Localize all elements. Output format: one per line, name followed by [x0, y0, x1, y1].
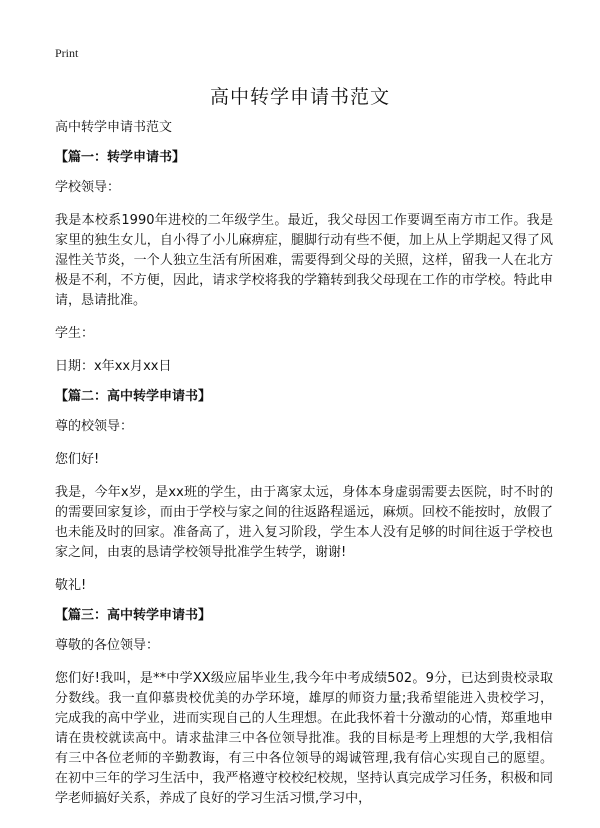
section-1-signoff: 学生： [55, 326, 95, 341]
section-2-salutation: 尊的校领导： [55, 419, 134, 434]
section-3-heading: 【篇三：高中转学申请书】 [55, 608, 212, 623]
document-subtitle: 高中转学申请书范文 [55, 120, 173, 135]
document-title: 高中转学申请书范文 [209, 86, 390, 108]
section-1-salutation: 学校领导： [55, 180, 121, 195]
section-2-body: 我是，今年x岁，是xx班的学生，由于离家太远，身体本身虚弱需要去医院，时不时的的需要回家复诊，而由于学校与家之间的往返路程遥远，麻烦。回校不能按时，放假了也未能及时的回家。准备高了，进入复习阶段，学生本人没有足够的时间往返于学校也家之间，由衷的恳请学校领导批准学生转学，谢谢! [55, 485, 553, 560]
section-1-body: 我是本校系1990年进校的二年级学生。最近，我父母因工作要调至南方市工作。我是家里的独生女儿，自小得了小儿麻痹症，腿脚行动有些不便，加上从上学期起又得了风湿性关节炎，一个人独立生活有所困难，需要得到父母的关照，这样，留我一人在北方极是不利，不方便，因此，请求学校将我的学籍转到我父母现在工作的市学校。特此申请，恳请批准。 [55, 213, 553, 308]
section-2-heading: 【篇二：高中转学申请书】 [55, 389, 212, 404]
section-2-greeting: 您们好! [55, 452, 100, 467]
document-body [55, 118, 553, 809]
section-3-salutation: 尊敬的各位领导： [55, 638, 160, 653]
section-1-heading: 【篇一：转学申请书】 [55, 150, 186, 165]
section-3-body: 您们好!我叫，是**中学XX级应届毕业生,我今年中考成绩502。9分，已达到贵校录取分数线。我一直仰慕贵校优美的办学环境，雄厚的师资力量;我希望能进入贵校学习，完成我的高中学业，进而实现自己的人生理想。在此我怀着十分激动的心情，郑重地申请在贵校就读高中。请求盐津三中各位领导批准。我的目标是考上理想的大学,我相信有三中各位老师的辛勤教诲，有三中各位领导的竭诚管理,我有信心实现自己的愿望。在初中三年的学习生活中，我严格遵守校校纪校规，坚持认真完成学习任务，积极和同学老师搞好关系，养成了良好的学习生活习惯,学习中， [55, 671, 553, 806]
section-1-date: 日期：x年xx月xx日 [55, 359, 172, 374]
print-link[interactable]: Print [55, 46, 79, 60]
section-2-closing: 敬礼! [55, 578, 87, 593]
